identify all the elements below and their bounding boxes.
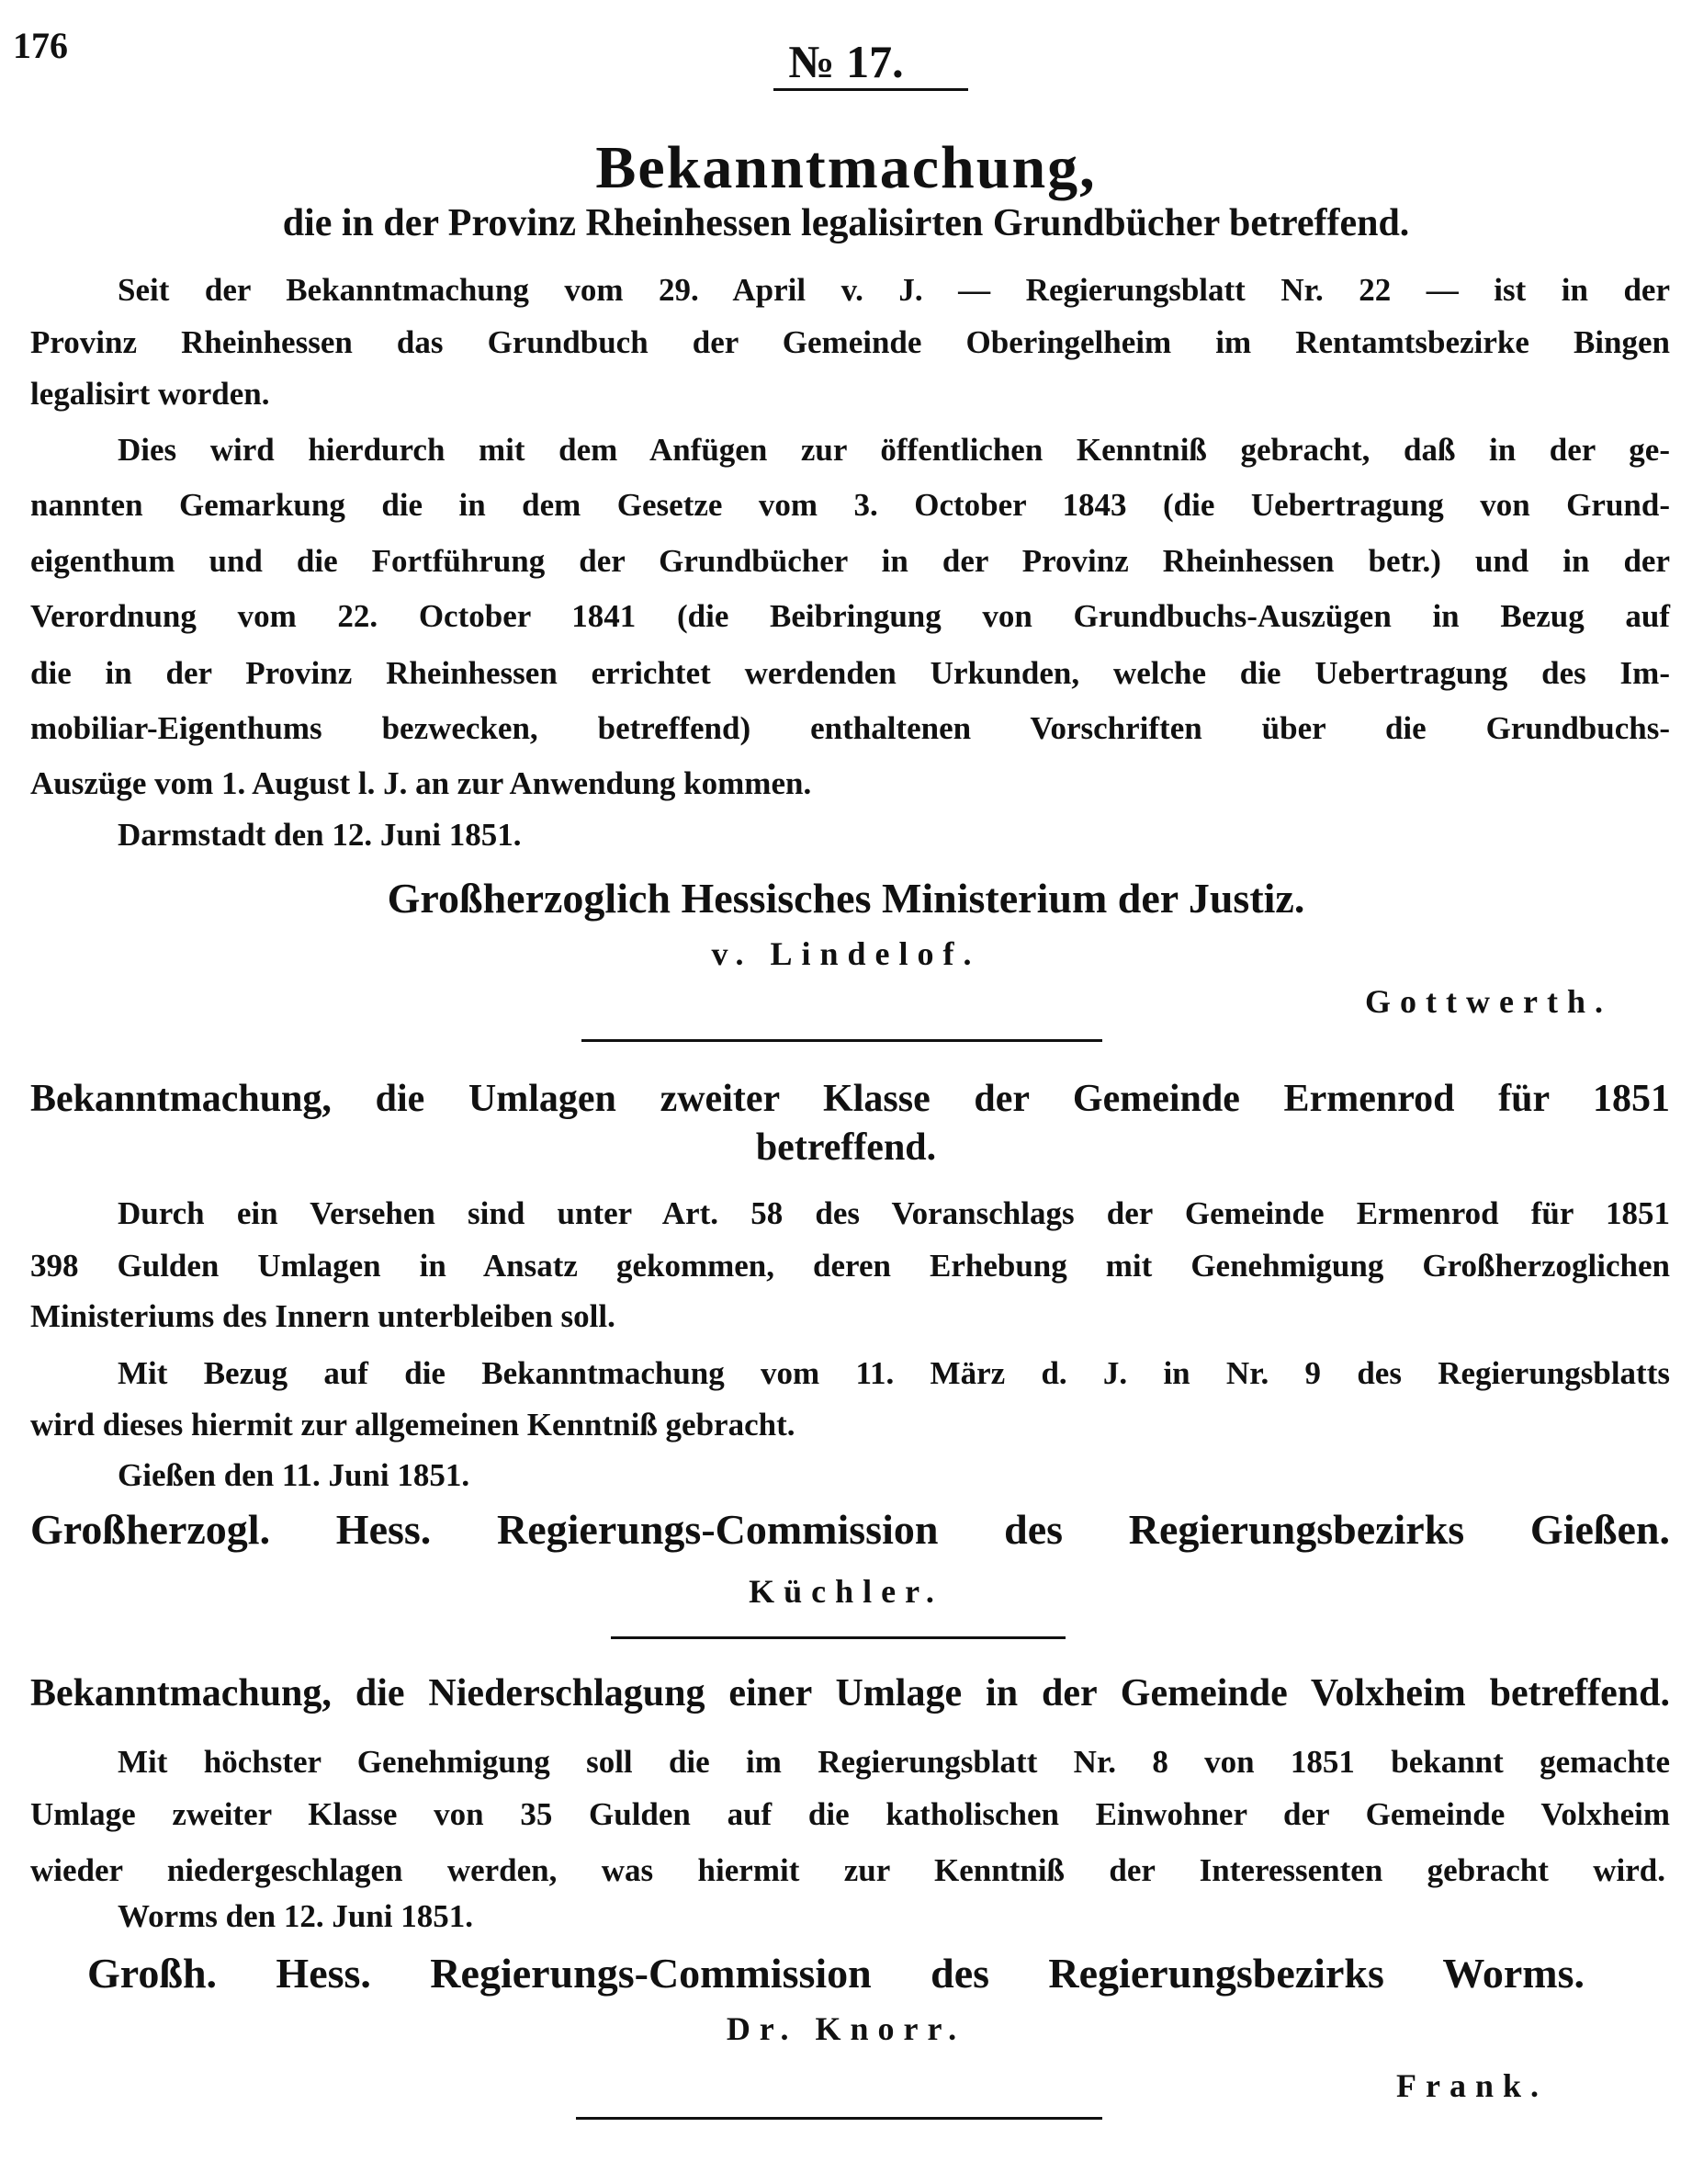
countersignature: Frank.	[1395, 2067, 1548, 2104]
text-line: Mit höchster Genehmigung soll die im Regierungsblatt Nr. 8 von 1851 bekannt gemachte	[118, 1744, 1670, 1780]
section-divider	[576, 2117, 1102, 2120]
authority-line: Großherzogl. Hess. Regierungs-Commission des Regierungsbezirks Gießen.	[30, 1506, 1670, 1553]
text-line: wieder niedergeschlagen werden, was hiermit zur Kenntniß der Interessenten gebracht wird.	[30, 1852, 1665, 1888]
section-subtitle: die in der Provinz Rheinhessen legalisirten Grundbücher betreffend.	[282, 202, 1410, 244]
countersignature: Gottwerth.	[1365, 983, 1612, 1020]
signature: Dr. Knorr.	[726, 2010, 966, 2047]
text-line: wird dieses hiermit zur allgemeinen Kenntniß gebracht.	[30, 1407, 795, 1443]
text-line: Mit Bezug auf die Bekanntmachung vom 11. März d. J. in Nr. 9 des Regierungsblatts	[118, 1355, 1670, 1391]
date-line: Worms den 12. Juni 1851.	[118, 1898, 473, 1934]
section-heading: betreffend.	[755, 1126, 937, 1169]
text-line: Auszüge vom 1. August l. J. an zur Anwendung kommen.	[30, 765, 812, 801]
date-line: Darmstadt den 12. Juni 1851.	[118, 817, 522, 853]
section-divider	[581, 1039, 1102, 1042]
text-line: 398 Gulden Umlagen in Ansatz gekommen, deren Erhebung mit Genehmigung Großherzoglichen	[30, 1248, 1670, 1284]
signature: v. Lindelof.	[711, 935, 981, 972]
text-line: nannten Gemarkung die in dem Gesetze vom 3. October 1843 (die Uebertragung von Grund-	[30, 487, 1670, 523]
text-line: Durch ein Versehen sind unter Art. 58 des Voranschlags der Gemeinde Ermenrod für 1851	[118, 1195, 1670, 1231]
authority-line: Großh. Hess. Regierungs-Commission des Regierungsbezirks Worms.	[87, 1950, 1585, 1997]
issue-underline	[773, 88, 968, 91]
text-line: Seit der Bekanntmachung vom 29. April v. J. — Regierungsblatt Nr. 22 — ist in der	[118, 272, 1670, 308]
section-divider	[611, 1636, 1066, 1639]
page-number: 176	[13, 25, 68, 66]
text-line: die in der Provinz Rheinhessen errichtet werdenden Urkunden, welche die Uebertragung des Im-	[30, 655, 1670, 691]
section-title: Bekanntmachung,	[595, 134, 1097, 201]
text-line: eigenthum und die Fortführung der Grundbücher in der Provinz Rheinhessen betr.) und in der	[30, 543, 1670, 579]
text-line: Dies wird hierdurch mit dem Anfügen zur öffentlichen Kenntniß gebracht, daß in der ge-	[118, 432, 1670, 468]
text-line: Umlage zweiter Klasse von 35 Gulden auf die katholischen Einwohner der Gemeinde Volxheim	[30, 1796, 1670, 1832]
signature: Küchler.	[749, 1573, 943, 1610]
text-line: Ministeriums des Innern unterbleiben soll.	[30, 1298, 615, 1334]
authority-line: Großherzoglich Hessisches Ministerium der Justiz.	[387, 875, 1305, 922]
date-line: Gießen den 11. Juni 1851.	[118, 1457, 470, 1493]
text-line: Provinz Rheinhessen das Grundbuch der Gemeinde Oberingelheim im Rentamtsbezirke Bingen	[30, 324, 1670, 360]
text-line: Verordnung vom 22. October 1841 (die Beibringung von Grundbuchs-Auszügen in Bezug auf	[30, 598, 1670, 634]
text-line: legalisirt worden.	[30, 376, 270, 412]
section-heading: Bekanntmachung, die Umlagen zweiter Klasse der Gemeinde Ermenrod für 1851	[30, 1078, 1670, 1120]
text-line: mobiliar-Eigenthums bezwecken, betreffend) enthaltenen Vorschriften über die Grundbuchs-	[30, 710, 1670, 746]
issue-number: № 17.	[788, 36, 904, 87]
section-heading: Bekanntmachung, die Niederschlagung einer Umlage in der Gemeinde Volxheim betreffend.	[30, 1672, 1670, 1714]
